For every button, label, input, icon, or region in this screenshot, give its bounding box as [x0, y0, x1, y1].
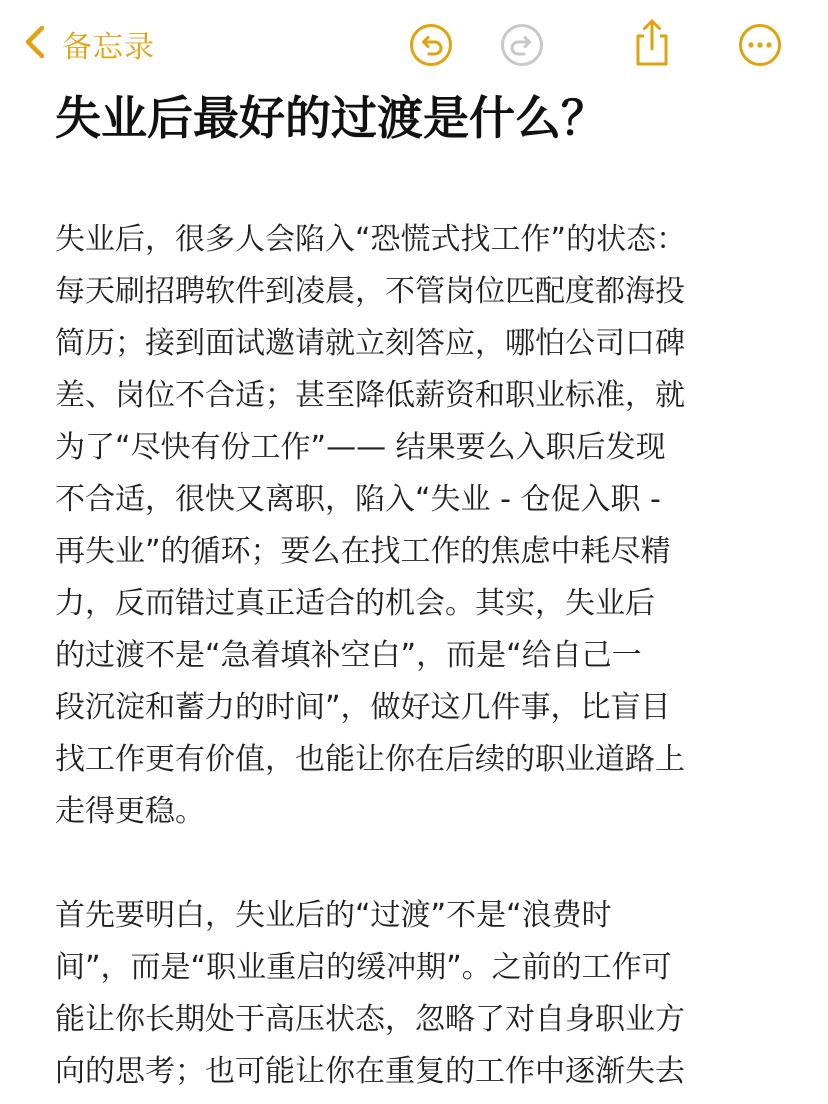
redo-button[interactable]: [499, 22, 545, 68]
note-title[interactable]: 失业后最好的过渡是什么？: [55, 91, 607, 145]
text-line: 找工作更有价值，也能让你在后续的职业道路上: [55, 742, 685, 777]
undo-icon: [408, 22, 454, 68]
note-body[interactable]: [55, 214, 775, 1098]
text-line: 失业后，很多人会陷入“恐慌式找工作”的状态：: [55, 222, 687, 257]
chevron-left-icon: [22, 22, 48, 66]
text-line: 力，反而错过真正适合的机会。其实，失业后: [55, 586, 655, 621]
share-icon: [629, 18, 675, 68]
text-line: 为了“尽快有份工作”—— 结果要么入职后发现: [55, 430, 666, 465]
paragraph-gap: [55, 838, 775, 890]
text-line: 每天刷招聘软件到凌晨，不管岗位匹配度都海投: [55, 274, 685, 309]
back-label: 备忘录: [62, 30, 155, 65]
paragraph-1: [55, 214, 775, 838]
paragraph-2: [55, 890, 775, 1098]
text-line: 简历；接到面试邀请就立刻答应，哪怕公司口碑: [55, 326, 685, 361]
text-line: 走得更稳。: [55, 794, 205, 829]
undo-button[interactable]: [408, 22, 454, 68]
text-line: 不合适，很快又离职，陷入“失业 - 仓促入职 -: [55, 482, 661, 517]
text-line: 差、岗位不合适；甚至降低薪资和职业标准，就: [55, 378, 685, 413]
text-line: 首先要明白，失业后的“过渡”不是“浪费时: [55, 898, 612, 933]
text-line: 段沉淀和蓄力的时间”，做好这几件事，比盲目: [55, 690, 671, 725]
more-button[interactable]: [737, 22, 783, 68]
text-line: 再失业”的循环；要么在找工作的焦虑中耗尽精: [55, 534, 671, 569]
redo-icon: [499, 22, 545, 68]
text-line: 能让你长期处于高压状态，忽略了对自身职业方: [55, 1002, 685, 1037]
notes-toolbar: [0, 0, 828, 90]
text-line: 的过渡不是“急着填补空白”，而是“给自己一: [55, 638, 642, 673]
text-line: 间”，而是“职业重启的缓冲期”。之前的工作可: [55, 950, 672, 985]
share-button[interactable]: [629, 18, 675, 64]
more-icon: [737, 22, 783, 68]
text-line: 向的思考；也可能让你在重复的工作中逐渐失去: [55, 1054, 685, 1089]
back-button[interactable]: [22, 22, 155, 66]
